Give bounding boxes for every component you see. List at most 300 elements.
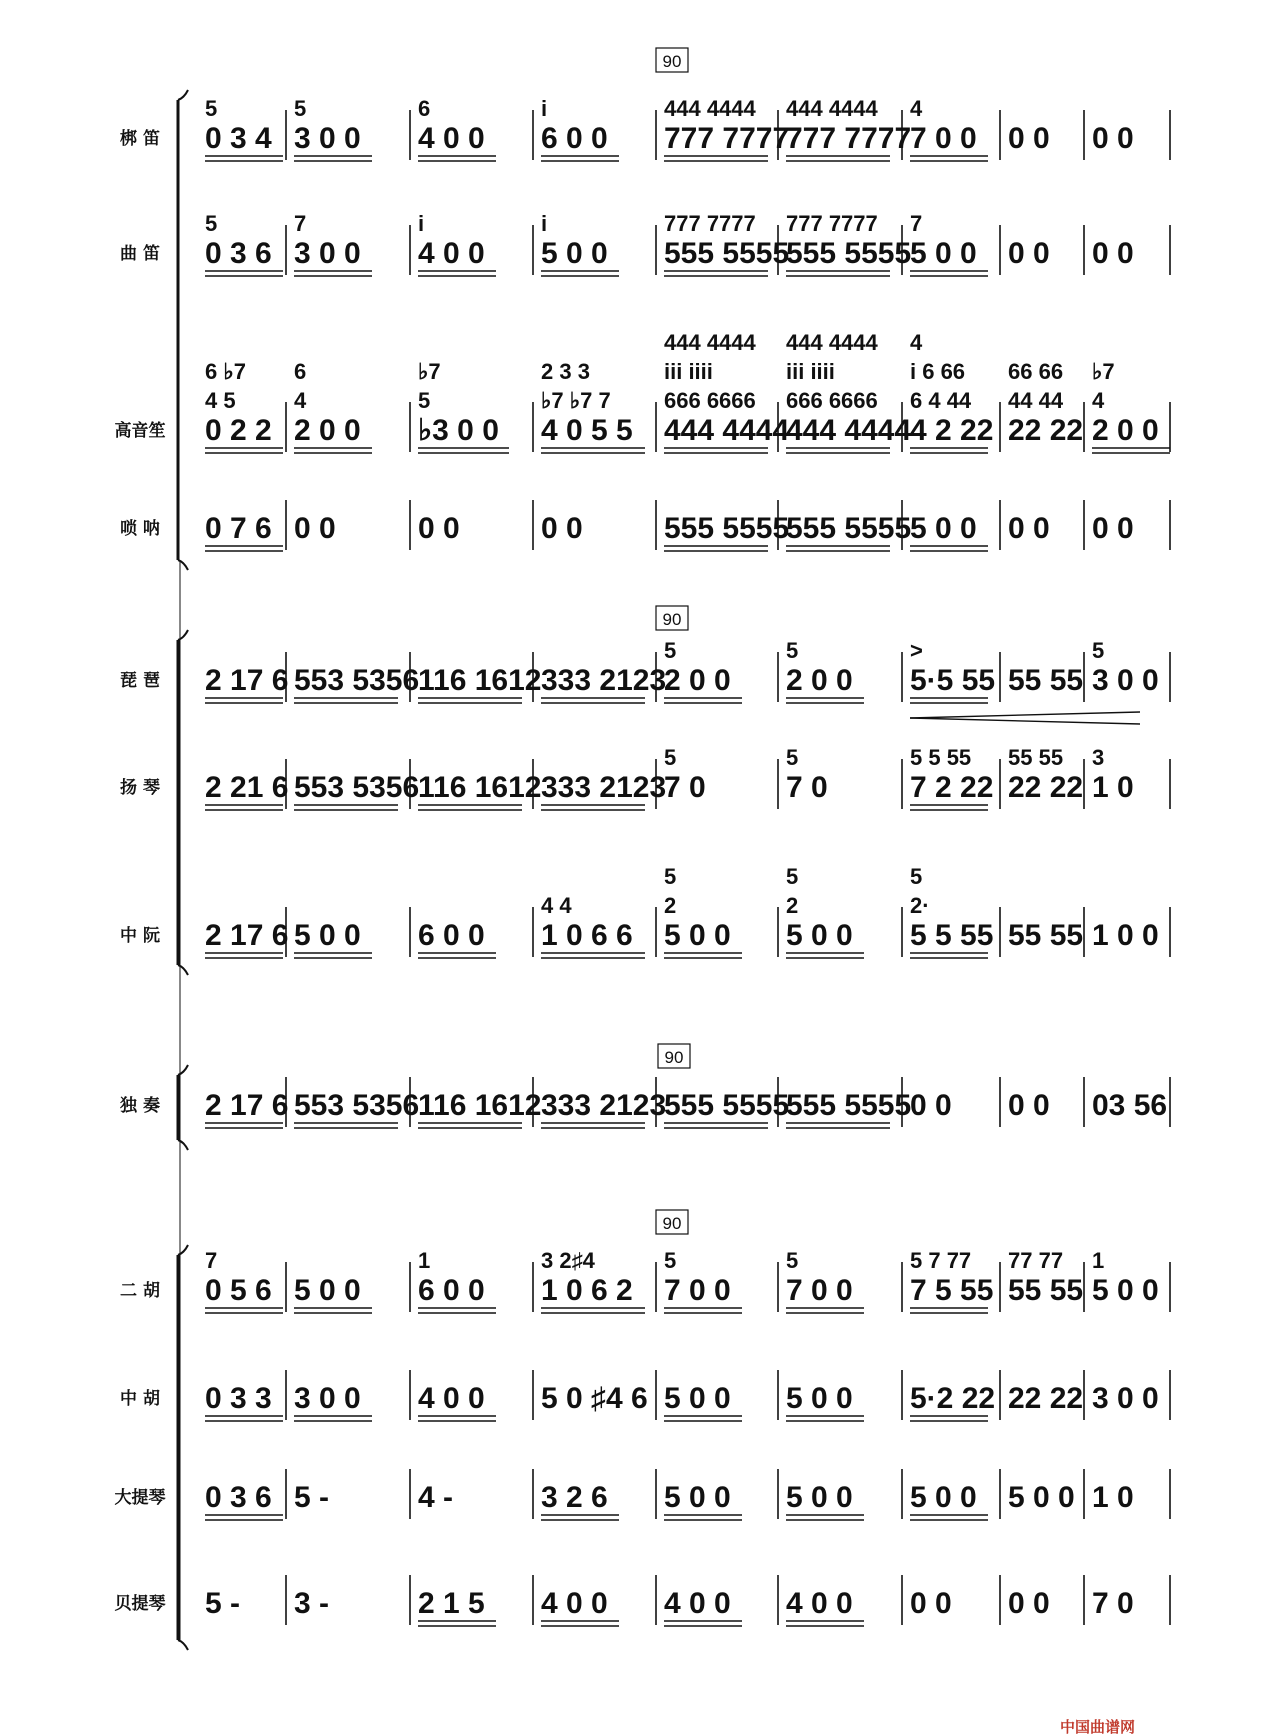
measure [786, 512, 911, 551]
measure [541, 1587, 619, 1626]
measure [910, 1089, 952, 1122]
measure [205, 1089, 288, 1128]
upper-voice-notes: i [541, 96, 548, 121]
staff-row [120, 500, 1170, 551]
measure [1092, 1248, 1159, 1307]
staff-row [120, 96, 1170, 161]
measure-notes: 7 5 55 [910, 1274, 994, 1307]
measure [294, 664, 419, 703]
measure-notes: 0 7 6 [205, 512, 272, 545]
measure [664, 330, 789, 453]
upper-voice-notes: 444 4444 [664, 330, 756, 355]
upper-voice-notes: 5 [664, 1248, 677, 1273]
upper-voice-notes: 2 [664, 893, 677, 918]
measure-notes: 553 5356 [294, 771, 420, 804]
staff-row [115, 330, 1171, 453]
measure-notes: 555 5555 [664, 1089, 790, 1122]
measure-notes: 2 1 5 [418, 1587, 485, 1620]
measure-notes: 444 4444 [786, 414, 912, 447]
measure [541, 211, 619, 276]
upper-voice-notes: 5 [294, 96, 307, 121]
upper-voice-notes: 5 [910, 864, 923, 889]
measure [1092, 1587, 1134, 1620]
measure-notes: 0 0 [1008, 1089, 1050, 1122]
upper-voice-notes: 5 [418, 388, 431, 413]
measure [786, 1382, 864, 1421]
measure [1092, 237, 1134, 270]
measure-notes: 553 5356 [294, 664, 420, 697]
measure-notes: 1 0 [1092, 771, 1134, 804]
measure [205, 1382, 283, 1421]
measure-notes: 5 0 0 [664, 1481, 731, 1514]
measure [294, 1587, 329, 1620]
measure-notes: 6 0 0 [418, 919, 485, 952]
upper-voice-notes: 1 [1092, 1248, 1105, 1273]
measure-notes: 0 3 4 [205, 122, 272, 155]
measure-notes: 5 0 0 [910, 512, 977, 545]
measure-notes: 4 0 0 [786, 1587, 853, 1620]
upper-voice-notes: i [541, 211, 548, 236]
measure [1008, 745, 1083, 804]
measure [664, 512, 789, 551]
measure [294, 919, 372, 958]
measure-notes: 7 0 [786, 771, 828, 804]
rehearsal-number: 90 [662, 610, 682, 629]
upper-voice-notes: > [910, 638, 923, 663]
instrument-label: 大提琴 [114, 1488, 166, 1508]
measure [294, 1481, 329, 1514]
upper-voice-notes: 6 ♭7 [205, 359, 246, 384]
measure [1008, 512, 1050, 545]
upper-voice-notes: iii iiii [664, 359, 713, 384]
instrument-label: 二 胡 [120, 1281, 160, 1301]
upper-voice-notes: 4 [910, 330, 923, 355]
measure [294, 359, 372, 453]
upper-voice-notes: 5 [786, 1248, 799, 1273]
measure-notes: 555 5555 [664, 237, 790, 270]
measure [541, 771, 666, 810]
measure-notes: 7 0 0 [786, 1274, 853, 1307]
upper-voice-notes: 4 [1092, 388, 1105, 413]
instrument-label: 中 胡 [120, 1389, 160, 1409]
instrument-label: 独 奏 [120, 1096, 160, 1116]
measure-notes: 0 3 6 [205, 237, 272, 270]
measure-notes: 116 1612 [418, 664, 542, 697]
measure [541, 1382, 648, 1415]
measure-notes: 7 0 0 [664, 1274, 731, 1307]
measure [418, 96, 496, 161]
measure [664, 745, 706, 804]
measure [664, 1481, 742, 1520]
upper-voice-notes: 5 [786, 864, 799, 889]
upper-voice-notes: iii iiii [786, 359, 835, 384]
rehearsal-number: 90 [664, 1048, 684, 1067]
upper-voice-notes: 5 [205, 96, 218, 121]
measure-notes: 3 2 6 [541, 1481, 608, 1514]
staff-row [120, 745, 1170, 810]
measure [1008, 1089, 1050, 1122]
measure [294, 1089, 419, 1128]
measure-notes: ♭3 0 0 [418, 414, 499, 447]
measure-notes: 7 0 0 [910, 122, 977, 155]
measure [786, 1248, 864, 1313]
measure-notes: 5 - [205, 1587, 241, 1620]
upper-voice-notes: 2· [910, 893, 930, 918]
measure [1008, 1481, 1075, 1514]
measure-notes: 5 0 0 [664, 919, 731, 952]
measure [786, 211, 911, 276]
measure [1092, 919, 1159, 952]
measure-notes: 777 7777 [786, 122, 912, 155]
measure-notes: 0 0 [418, 512, 460, 545]
measure-notes: 0 0 [1092, 512, 1134, 545]
rehearsal-number: 90 [662, 1214, 682, 1233]
measure [910, 1481, 988, 1520]
measure [664, 211, 789, 276]
upper-voice-notes: 6 4 44 [910, 388, 972, 413]
measure [910, 745, 993, 810]
measure-notes: 116 1612 [418, 1089, 542, 1122]
upper-voice-notes: 777 7777 [664, 211, 756, 236]
upper-voice-notes: 6 [294, 359, 307, 384]
measure-notes: 555 5555 [786, 512, 912, 545]
measure [1008, 664, 1083, 697]
measure [786, 864, 864, 958]
measure [910, 1382, 995, 1421]
measure-notes: 5 0 0 [786, 919, 853, 952]
measure-notes: 555 5555 [786, 1089, 912, 1122]
measure [418, 664, 541, 703]
measure-notes: 5 5 55 [910, 919, 994, 952]
measure-notes: 2 17 6 [205, 1089, 289, 1122]
measure-notes: 0 2 2 [205, 414, 272, 447]
measure-notes: 1 0 6 2 [541, 1274, 633, 1307]
measure-notes: 5 0 0 [1008, 1481, 1075, 1514]
measure [786, 1481, 864, 1520]
measure [1092, 1382, 1159, 1415]
upper-voice-notes: 7 [910, 211, 923, 236]
measure [910, 330, 993, 453]
instrument-label: 梆 笛 [120, 129, 160, 149]
upper-voice-notes: 2 [786, 893, 799, 918]
measure [418, 512, 460, 545]
measure [1008, 1382, 1083, 1415]
upper-voice-notes: 5 5 55 [910, 745, 972, 770]
measure [541, 96, 619, 161]
measure [910, 1248, 993, 1313]
measure [1008, 359, 1083, 447]
upper-voice-notes: ♭7 ♭7 7 [541, 388, 611, 413]
measure [910, 638, 995, 703]
measure [205, 1587, 240, 1620]
staff-row [115, 1575, 1171, 1626]
measure-notes: 444 4444 [664, 414, 790, 447]
measure-notes: 3 0 0 [294, 237, 361, 270]
measure [786, 745, 828, 804]
upper-voice-notes: 666 6666 [786, 388, 878, 413]
upper-voice-notes: 5 [205, 211, 218, 236]
measure-notes: 333 2123 [541, 771, 667, 804]
upper-voice-notes: 3 2♯4 [541, 1248, 595, 1273]
measure [418, 771, 541, 810]
upper-voice-notes: 4 [294, 388, 307, 413]
measure-notes: 0 0 [910, 1587, 952, 1620]
measure-notes: 2 0 0 [1092, 414, 1159, 447]
upper-voice-notes: 5 [664, 638, 677, 663]
rehearsal-mark [656, 1210, 688, 1234]
rehearsal-number: 90 [662, 52, 682, 71]
measure-notes: 3 0 0 [1092, 664, 1159, 697]
measure [1092, 512, 1134, 545]
upper-voice-notes: 1 [418, 1248, 431, 1273]
measure-notes: 777 7777 [664, 122, 790, 155]
measure-notes: 0 0 [541, 512, 583, 545]
measure-notes: 5 0 0 [910, 1481, 977, 1514]
measure [205, 96, 283, 161]
instrument-label: 唢 呐 [120, 519, 160, 539]
measure-notes: 22 22 [1008, 1382, 1084, 1415]
instrument-label: 扬 琴 [120, 778, 160, 798]
measure-notes: 0 0 [294, 512, 336, 545]
upper-voice-notes: 66 66 [1008, 359, 1064, 384]
instrument-label: 琵 琶 [120, 671, 160, 691]
staff-row [120, 864, 1170, 958]
measure [541, 1248, 645, 1313]
measure-notes: 553 5356 [294, 1089, 420, 1122]
upper-voice-notes: 5 [786, 745, 799, 770]
measure-notes: 5·5 55 [910, 664, 996, 697]
measure-notes: 55 55 [1008, 1274, 1084, 1307]
measure [910, 864, 993, 958]
measure [786, 1587, 864, 1626]
measure-notes: 55 55 [1008, 919, 1084, 952]
measure [664, 1382, 742, 1421]
instrument-label: 曲 笛 [120, 244, 160, 264]
measure-notes: 7 0 [1092, 1587, 1134, 1620]
measure-notes: 4 0 0 [418, 122, 485, 155]
measure-notes: 0 0 [1092, 237, 1134, 270]
measure-notes: 22 22 [1008, 771, 1084, 804]
upper-voice-notes: 5 7 77 [910, 1248, 972, 1273]
measure [541, 1089, 666, 1128]
measure [910, 211, 988, 276]
upper-voice-notes: 444 4444 [664, 96, 756, 121]
measure-notes: 0 0 [1008, 1587, 1050, 1620]
upper-voice-notes: 3 [1092, 745, 1105, 770]
measure [1092, 359, 1170, 453]
measure [205, 919, 288, 958]
measure-notes: 5 0 0 [786, 1382, 853, 1415]
measure-notes: 7 2 22 [910, 771, 994, 804]
measure [418, 1481, 453, 1514]
upper-voice-notes: 5 [664, 864, 677, 889]
system-bracket [178, 90, 188, 570]
measure-notes: 1 0 6 6 [541, 919, 633, 952]
measure [1008, 122, 1050, 155]
measure-notes: 0 0 [1008, 512, 1050, 545]
upper-voice-notes: 77 77 [1008, 1248, 1064, 1273]
measure [418, 1089, 541, 1128]
measure-notes: 5 0 0 [541, 237, 608, 270]
measure-notes: 3 0 0 [1092, 1382, 1159, 1415]
hairpin [910, 712, 1140, 724]
upper-voice-notes: 4 [910, 96, 923, 121]
measure [418, 919, 496, 958]
measure [294, 96, 372, 161]
measure [541, 664, 666, 703]
measure [910, 1587, 952, 1620]
measure [786, 96, 911, 161]
measure [205, 771, 288, 810]
upper-voice-notes: 4 5 [205, 388, 236, 413]
measure-notes: 5·2 22 [910, 1382, 996, 1415]
measure-notes: 1 0 [1092, 1481, 1134, 1514]
measure-notes: 3 - [294, 1587, 330, 1620]
measure-notes: 333 2123 [541, 1089, 667, 1122]
measure-notes: 4 0 0 [418, 1382, 485, 1415]
measure [418, 359, 509, 453]
measure-notes: 03 56 [1092, 1089, 1168, 1122]
upper-voice-notes: i [418, 211, 425, 236]
measure-notes: 2 17 6 [205, 919, 289, 952]
measure-notes: 7 0 [664, 771, 706, 804]
measure-notes: 5 0 0 [664, 1382, 731, 1415]
upper-voice-notes: ♭7 [418, 359, 441, 384]
upper-voice-notes: 55 55 [1008, 745, 1064, 770]
measure-notes: 0 3 3 [205, 1382, 272, 1415]
measure-notes: 0 0 [910, 1089, 952, 1122]
measure [541, 893, 645, 958]
measure-notes: 2 21 6 [205, 771, 289, 804]
measure [418, 1248, 496, 1313]
measure-notes: 2 0 0 [664, 664, 731, 697]
upper-voice-notes: 666 6666 [664, 388, 756, 413]
measure [664, 1089, 789, 1128]
measure-notes: 2 0 0 [294, 414, 361, 447]
staff-row [120, 1370, 1170, 1421]
watermark: 中国曲谱网 [1060, 1718, 1136, 1736]
measure [1008, 1248, 1083, 1307]
measure-notes: 5 - [294, 1481, 330, 1514]
upper-voice-notes: 777 7777 [786, 211, 878, 236]
measure-notes: 3 0 0 [294, 122, 361, 155]
measure-notes: 333 2123 [541, 664, 667, 697]
measure-notes: 1 0 0 [1092, 919, 1159, 952]
staff-row [120, 1077, 1170, 1128]
instrument-label: 贝提琴 [114, 1594, 166, 1614]
measure-notes: 2 17 6 [205, 664, 289, 697]
upper-voice-notes: 7 [294, 211, 307, 236]
rehearsal-mark [656, 48, 688, 72]
measure-notes: 5 0 0 [294, 919, 361, 952]
measure-notes: 116 1612 [418, 771, 542, 804]
measure [541, 1481, 619, 1520]
staff-row [120, 1248, 1170, 1313]
rehearsal-mark [658, 1044, 690, 1068]
measure [1092, 1089, 1167, 1122]
measure [786, 638, 864, 703]
measure-notes: 0 3 6 [205, 1481, 272, 1514]
measure-notes: 2 0 0 [786, 664, 853, 697]
measure-notes: 4 0 0 [418, 237, 485, 270]
measure-notes: 0 0 [1092, 122, 1134, 155]
measure-notes: 5 0 0 [786, 1481, 853, 1514]
measure [294, 512, 336, 545]
staff-row [115, 1469, 1171, 1520]
measure [1008, 1587, 1050, 1620]
measure-notes: 555 5555 [786, 237, 912, 270]
measure [205, 1481, 283, 1520]
measure [1092, 745, 1134, 804]
measure-notes: 5 0 0 [910, 237, 977, 270]
measure [1008, 237, 1050, 270]
measure-notes: 4 2 22 [910, 414, 994, 447]
measure [664, 96, 789, 161]
measure [1092, 638, 1159, 697]
measure-notes: 6 0 0 [541, 122, 608, 155]
measure [541, 512, 583, 545]
upper-voice-notes: i 6 66 [910, 359, 966, 384]
upper-voice-notes: ♭7 [1092, 359, 1115, 384]
upper-voice-notes: 444 4444 [786, 96, 878, 121]
measure-notes: 6 0 0 [418, 1274, 485, 1307]
measure-notes: 3 0 0 [294, 1382, 361, 1415]
staff-row [120, 638, 1170, 703]
measure [294, 211, 372, 276]
measure-notes: 0 0 [1008, 237, 1050, 270]
measure [294, 1274, 372, 1313]
measure [205, 1248, 283, 1313]
measure [786, 330, 911, 453]
measure [664, 638, 742, 703]
measure [1008, 919, 1083, 952]
measure-notes: 5 0 0 [294, 1274, 361, 1307]
measure [664, 1587, 742, 1626]
instrument-label: 高音笙 [114, 421, 166, 441]
measure [1092, 1481, 1134, 1514]
measure [664, 864, 742, 958]
upper-voice-notes: 5 [664, 745, 677, 770]
measure-notes: 4 0 0 [541, 1587, 608, 1620]
measure-notes: 4 0 0 [664, 1587, 731, 1620]
measure [786, 1089, 911, 1128]
rehearsal-mark [656, 606, 688, 630]
upper-voice-notes: 2 3 3 [541, 359, 590, 384]
measure-notes: 0 0 [1008, 122, 1050, 155]
upper-voice-notes: 444 4444 [786, 330, 878, 355]
upper-voice-notes: 44 44 [1008, 388, 1064, 413]
staff-row [120, 211, 1170, 276]
measure [910, 512, 988, 551]
upper-voice-notes: 4 4 [541, 893, 572, 918]
measure [418, 1382, 496, 1421]
instrument-label: 中 阮 [120, 926, 160, 946]
measure [205, 359, 283, 453]
measure-notes: 4 0 5 5 [541, 414, 633, 447]
measure [910, 96, 988, 161]
measure [294, 771, 419, 810]
measure-notes: 5 0 ♯4 6 [541, 1382, 648, 1415]
measure-notes: 22 22 [1008, 414, 1084, 447]
upper-voice-notes: 7 [205, 1248, 218, 1273]
measure-notes: 555 5555 [664, 512, 790, 545]
measure [541, 359, 645, 453]
upper-voice-notes: 6 [418, 96, 431, 121]
measure [418, 1587, 496, 1626]
measure [418, 211, 496, 276]
upper-voice-notes: 5 [786, 638, 799, 663]
upper-voice-notes: 5 [1092, 638, 1105, 663]
